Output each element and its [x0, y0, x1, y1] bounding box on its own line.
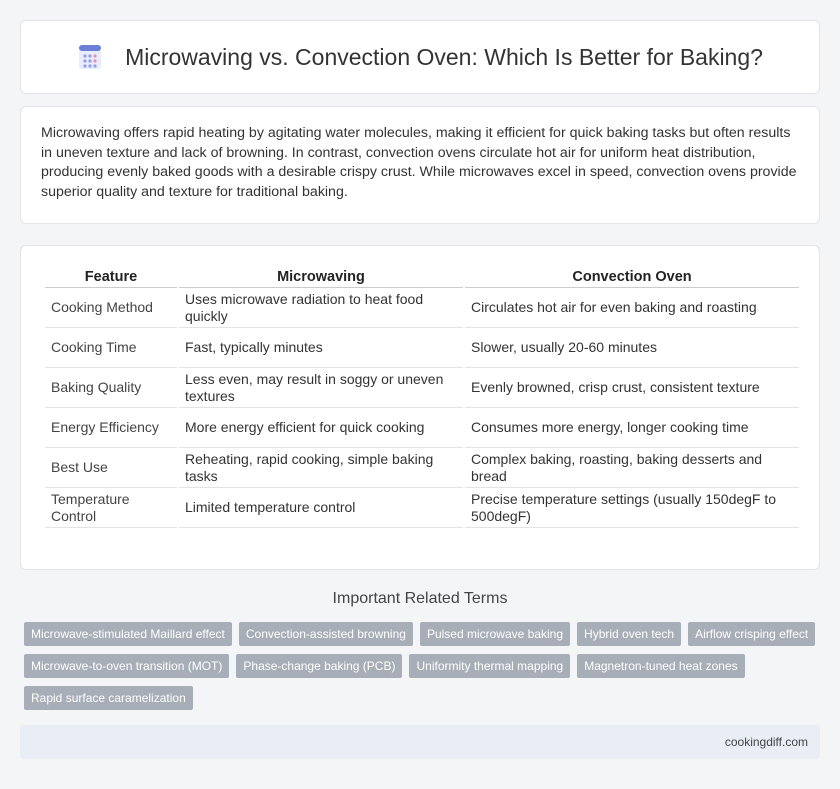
cell-convection: Circulates hot air for even baking and roasting	[465, 288, 799, 328]
table-row	[45, 368, 799, 408]
cell-feature: Baking Quality	[45, 368, 177, 408]
table-row	[45, 448, 799, 488]
related-terms-list	[24, 622, 824, 710]
intro-text: Microwaving offers rapid heating by agitating water molecules, making it efficient for quick baking tasks but often results in uneven texture and lack of browning. In contrast, convection ovens circulate hot air for uniform heat distribution, producing evenly baked goods with a desirable crispy crust. While microwaves excel in speed, convection ovens provide superior quality and texture for traditional baking.	[41, 125, 797, 200]
related-term-tag[interactable]: Pulsed microwave baking	[420, 622, 570, 646]
cell-feature: Cooking Method	[45, 288, 177, 328]
comparison-card	[20, 245, 820, 570]
header-microwaving: Microwaving	[179, 264, 463, 288]
related-term-tag[interactable]: Uniformity thermal mapping	[409, 654, 570, 678]
cell-convection: Slower, usually 20-60 minutes	[465, 328, 799, 368]
cell-feature: Temperature Control	[45, 488, 177, 528]
cell-microwaving: More energy efficient for quick cooking	[179, 408, 463, 448]
cell-convection: Precise temperature settings (usually 150degF to 500degF)	[465, 488, 799, 528]
comparison-table	[43, 264, 801, 528]
header-convection: Convection Oven	[465, 264, 799, 288]
page-title: Microwaving vs. Convection Oven: Which Is Better for Baking?	[125, 43, 763, 70]
cell-microwaving: Uses microwave radiation to heat food quickly	[179, 288, 463, 328]
related-term-tag[interactable]: Rapid surface caramelization	[24, 686, 193, 710]
footer-site[interactable]: cookingdiff.com	[724, 735, 808, 749]
cell-feature: Energy Efficiency	[45, 408, 177, 448]
cell-convection: Complex baking, roasting, baking desserts and bread	[465, 448, 799, 488]
header-card	[20, 20, 820, 94]
calculator-icon	[77, 44, 103, 70]
related-term-tag[interactable]: Phase-change baking (PCB)	[236, 654, 402, 678]
cell-microwaving: Less even, may result in soggy or uneven textures	[179, 368, 463, 408]
related-term-tag[interactable]: Microwave-stimulated Maillard effect	[24, 622, 232, 646]
table-row	[45, 328, 799, 368]
table-row	[45, 488, 799, 528]
cell-convection: Consumes more energy, longer cooking time	[465, 408, 799, 448]
related-term-tag[interactable]: Hybrid oven tech	[577, 622, 681, 646]
cell-microwaving: Limited temperature control	[179, 488, 463, 528]
footer	[20, 725, 820, 759]
cell-microwaving: Fast, typically minutes	[179, 328, 463, 368]
table-row	[45, 408, 799, 448]
related-term-tag[interactable]: Magnetron-tuned heat zones	[577, 654, 744, 678]
related-terms-title: Important Related Terms	[332, 590, 508, 607]
related-term-tag[interactable]: Airflow crisping effect	[688, 622, 815, 646]
related-term-tag[interactable]: Convection-assisted browning	[239, 622, 413, 646]
intro-card	[20, 106, 820, 224]
cell-feature: Best Use	[45, 448, 177, 488]
cell-feature: Cooking Time	[45, 328, 177, 368]
cell-microwaving: Reheating, rapid cooking, simple baking tasks	[179, 448, 463, 488]
table-row	[45, 288, 799, 328]
related-term-tag[interactable]: Microwave-to-oven transition (MOT)	[24, 654, 229, 678]
table-header-row	[45, 264, 799, 288]
table-body	[45, 288, 799, 528]
cell-convection: Evenly browned, crisp crust, consistent texture	[465, 368, 799, 408]
header-feature: Feature	[45, 264, 177, 288]
